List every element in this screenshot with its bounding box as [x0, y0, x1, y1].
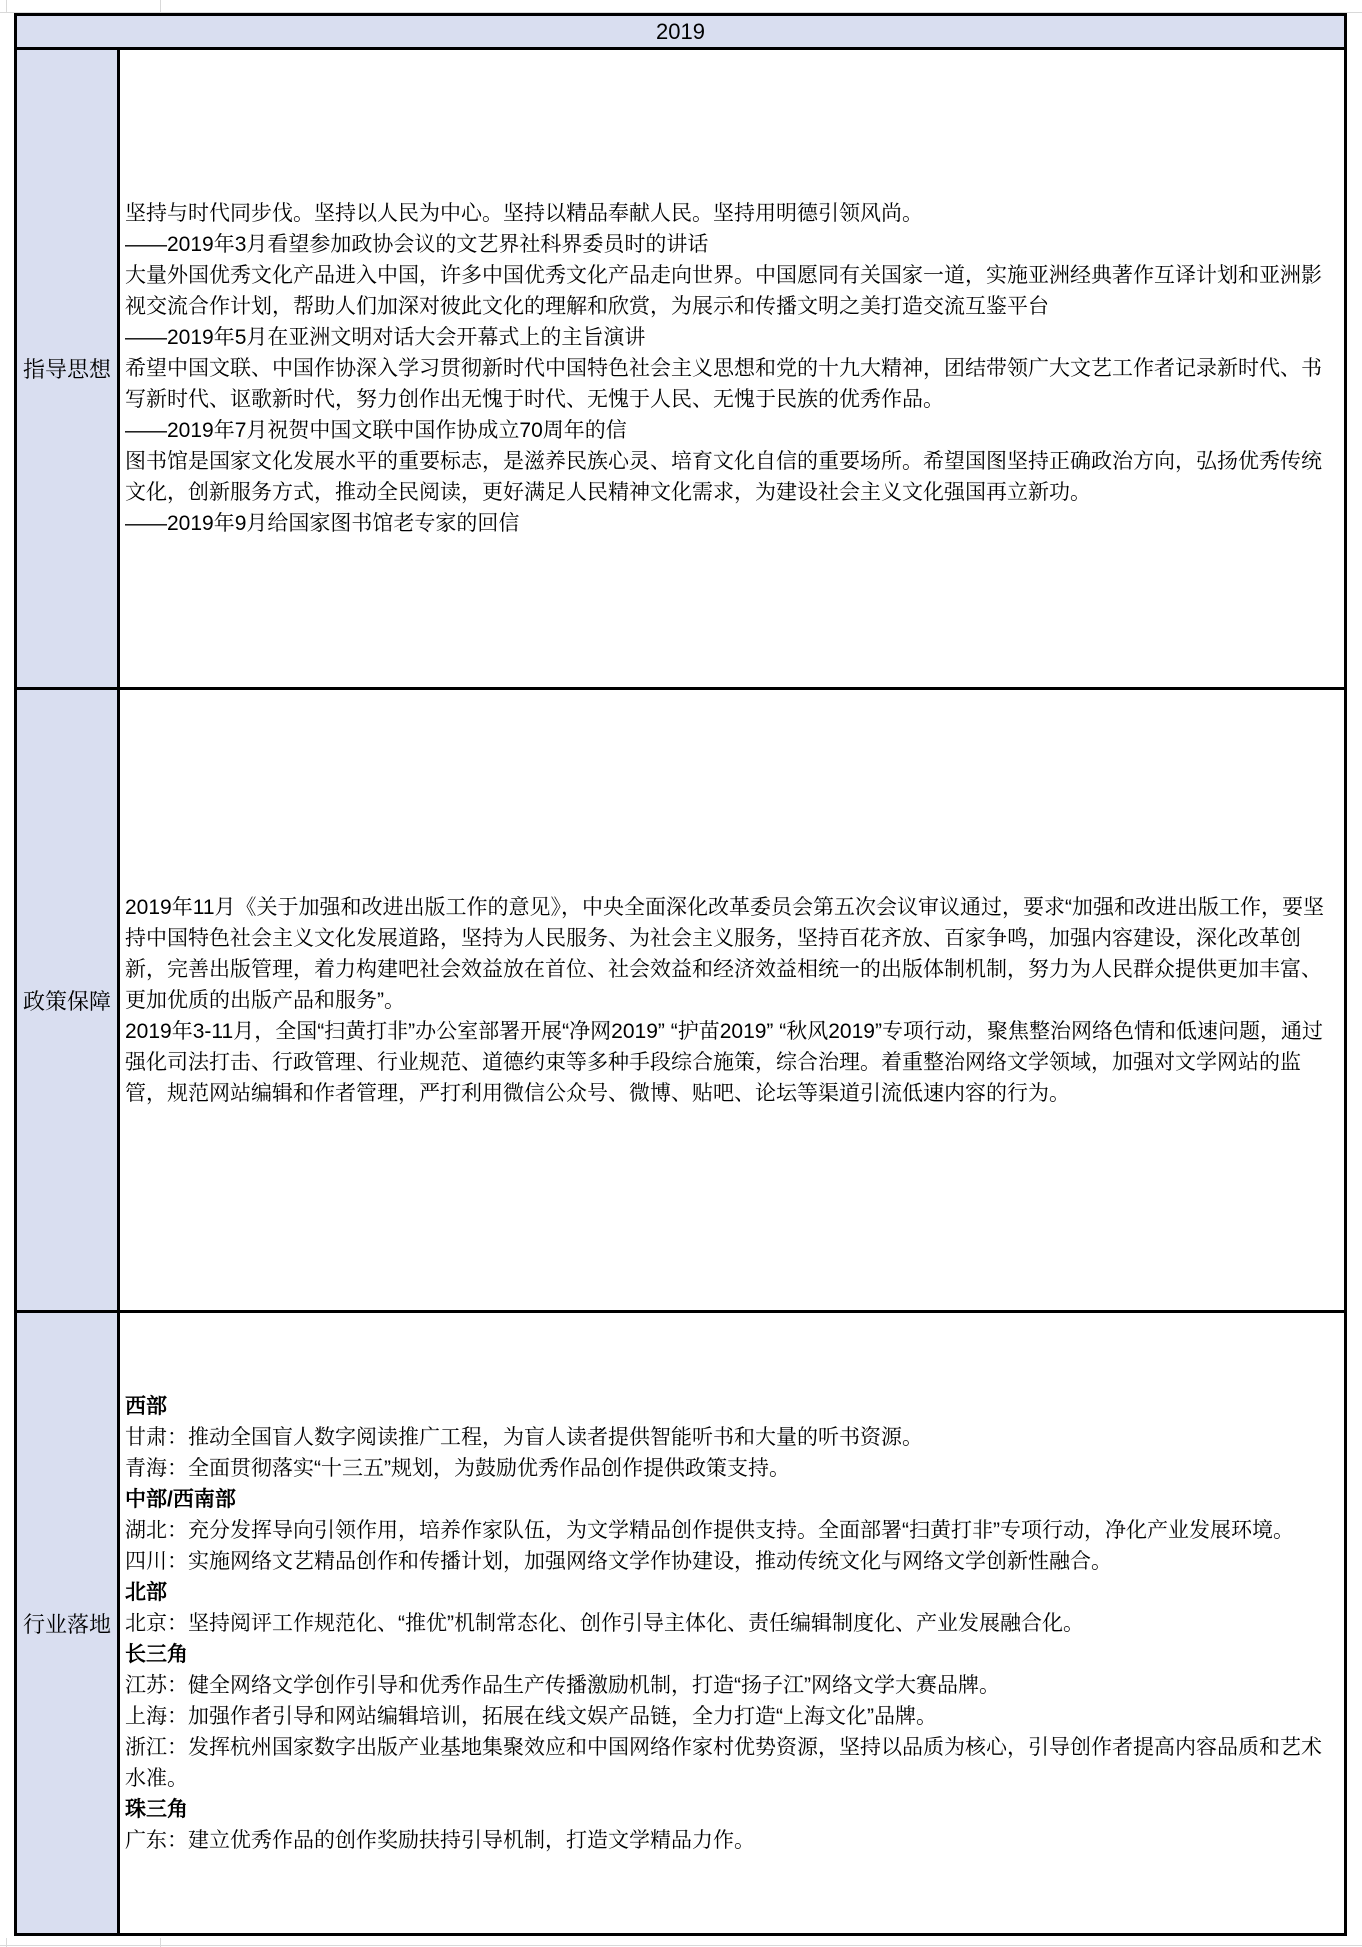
year-table: [14, 13, 1347, 1936]
sheet-gridline-top-left: [6, 0, 7, 12]
content-line: ——2019年7月祝贺中国文联中国作协成立70周年的信: [125, 419, 627, 442]
content-line: ——2019年5月在亚洲文明对话大会开幕式上的主旨演讲: [125, 326, 646, 349]
content-line: 甘肃：推动全国盲人数字阅读推广工程，为盲人读者提供智能听书和大量的听书资源。: [125, 1425, 923, 1449]
content-line: 青海：全面贯彻落实“十三五”规划，为鼓励优秀作品创作提供政策支持。: [125, 1456, 790, 1480]
sheet-gridline-bottom-col: [160, 1938, 161, 1947]
content-line: 北京：坚持阅评工作规范化、“推优”机制常态化、创作引导主体化、责任编辑制度化、产业发展融合化。: [125, 1611, 1084, 1635]
content-line: 江苏：健全网络文学创作引导和优秀作品生产传播激励机制，打造“扬子江”网络文学大赛品牌。: [125, 1673, 1000, 1697]
content-line: 图书馆是国家文化发展水平的重要标志，是滋养民族心灵、培育文化自信的重要场所。希望国图坚持正确政治方向，弘扬优秀传统文化，创新服务方式，推动全民阅读，更好满足人民精神文化需求，为建设社会主义文化强国再立新功。: [125, 450, 1322, 504]
content-line: 湖北：充分发挥导向引领作用，培养作家队伍，为文学精品创作提供支持。全面部署“扫黄打非”专项行动，净化产业发展环境。: [125, 1518, 1294, 1542]
row-label[interactable]: 政策保障: [17, 690, 117, 1310]
content-line: ——2019年3月看望参加政协会议的文艺界社科界委员时的讲话: [125, 233, 709, 256]
content-line: ——2019年9月给国家图书馆老专家的回信: [125, 512, 520, 535]
content-line: 四川：实施网络文艺精品创作和传播计划，加强网络文学作协建设，推动传统文化与网络文学创新性融合。: [125, 1549, 1112, 1573]
content-line: 希望中国文联、中国作协深入学习贯彻新时代中国特色社会主义思想和党的十九大精神，团结带领广大文艺工作者记录新时代、书写新时代、讴歌新时代，努力创作出无愧于时代、无愧于人民、无愧于民族的优秀作品。: [125, 357, 1322, 411]
content-line: 2019年3-11月，全国“扫黄打非”办公室部署开展“净网2019” “护苗2019” “秋风2019”专项行动，聚焦整治网络色情和低速问题，通过强化司法打击、行政管理、行业规范、道德约束等多种手段综合施策，综合治理。着重整治网络文学领域，加强对文学网站的监管，规范网站编辑和作者管理，严打利用微信公众号、微博、贴吧、论坛等渠道引流低速内容的行为。: [125, 1019, 1323, 1105]
content-line: 中部/西南部: [125, 1487, 236, 1511]
content-line: 浙江：发挥杭州国家数字出版产业基地集聚效应和中国网络作家村优势资源，坚持以品质为核心，引导创作者提高内容品质和艺术水准。: [125, 1735, 1322, 1790]
row-content[interactable]: [120, 690, 1344, 1310]
sheet-gridline-bottom-left: [6, 1938, 7, 1947]
content-line: 长三角: [125, 1642, 188, 1666]
sheet-gridline-bottom: [0, 1945, 1362, 1946]
content-line: 北部: [125, 1580, 167, 1604]
content-line: 坚持与时代同步伐。坚持以人民为中心。坚持以精品奉献人民。坚持用明德引领风尚。: [125, 202, 923, 225]
content-line: 2019年11月《关于加强和改进出版工作的意见》，中央全面深化改革委员会第五次会议审议通过，要求“加强和改进出版工作，要坚持中国特色社会主义文化发展道路，坚持为人民服务、为社会主义服务，坚持百花齐放、百家争鸣，加强内容建设，深化改革创新，完善出版管理，着力构建吧社会效益放在首位、社会效益和经济效益相统一的出版体制机制，努力为人民群众提供更加丰富、更加优质的出版产品和服务”。: [125, 895, 1325, 1012]
sheet-gridline-top-col: [160, 0, 161, 12]
content-line: 广东：建立优秀作品的创作奖励扶持引导机制，打造文学精品力作。: [125, 1828, 755, 1852]
row-content[interactable]: [120, 1313, 1344, 1933]
content-line: 珠三角: [125, 1797, 188, 1821]
row-label[interactable]: 指导思想: [17, 50, 117, 687]
row-label[interactable]: 行业落地: [17, 1313, 117, 1933]
year-header-cell[interactable]: 2019: [17, 16, 1344, 47]
content-line: 西部: [125, 1394, 167, 1418]
row-content[interactable]: [120, 50, 1344, 687]
content-line: 大量外国优秀文化产品进入中国，许多中国优秀文化产品走向世界。中国愿同有关国家一道，实施亚洲经典著作互译计划和亚洲影视交流合作计划，帮助人们加深对彼此文化的理解和欣赏，为展示和传播文明之美打造交流互鉴平台: [125, 264, 1322, 318]
content-line: 上海：加强作者引导和网站编辑培训，拓展在线文娱产品链，全力打造“上海文化”品牌。: [125, 1704, 937, 1728]
